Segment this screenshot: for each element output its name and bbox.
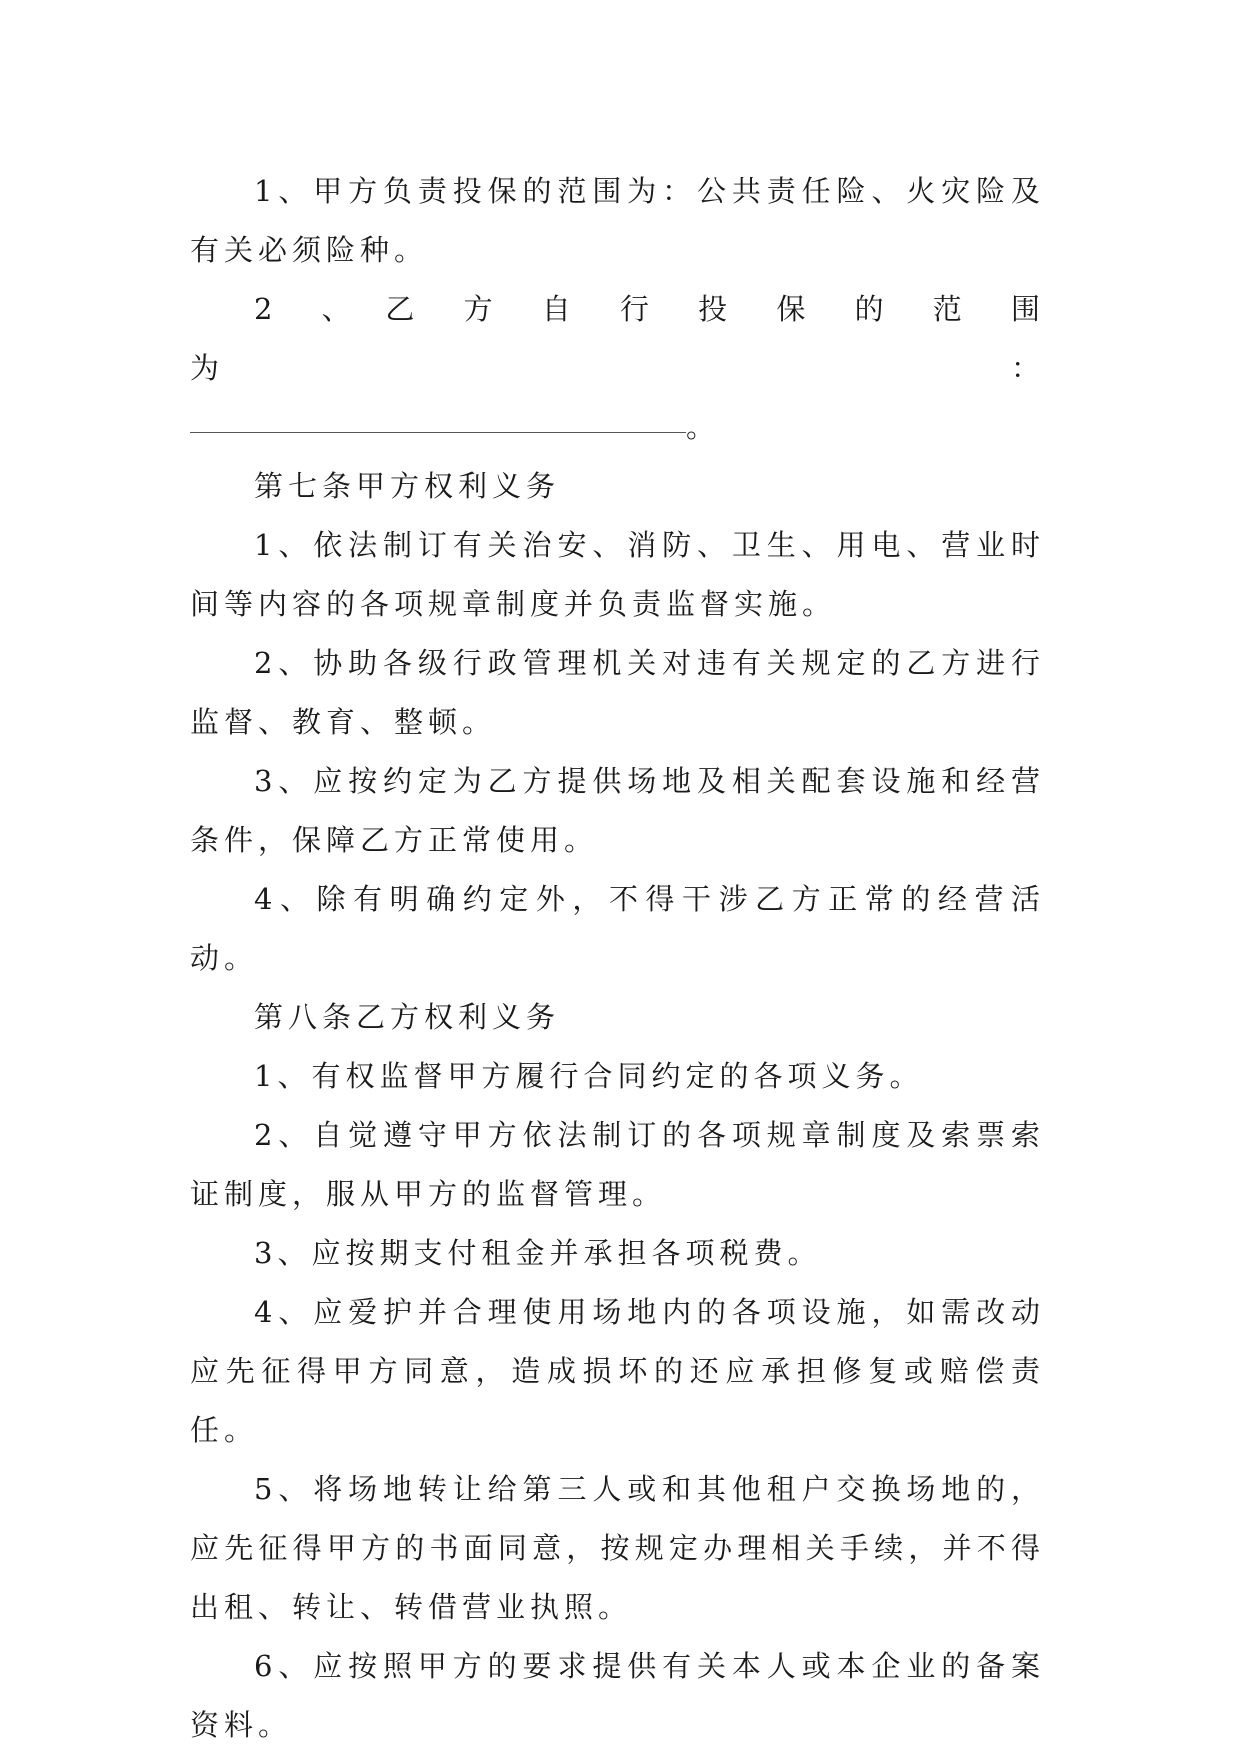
- blank-line-period: 。: [686, 410, 721, 444]
- paragraph-article-7-item-2: 2、协助各级行政管理机关对违有关规定的乙方进行监督、教育、整顿。: [190, 646, 1045, 739]
- paragraph-article-7-item-4: 4、除有明确约定外，不得干涉乙方正常的经营活动。: [190, 882, 1045, 975]
- paragraph-insurance-party-a: 1、甲方负责投保的范围为：公共责任险、火灾险及有关必须险种。: [190, 174, 1045, 267]
- paragraph-article-8-item-3: 3、应按期支付租金并承担各项税费。: [254, 1236, 822, 1270]
- paragraph-article-7-item-1: 1、依法制订有关治安、消防、卫生、用电、营业时间等内容的各项规章制度并负责监督实施。: [190, 528, 1045, 621]
- paragraph-article-8-item-2: 2、自觉遵守甲方依法制订的各项规章制度及索票索证制度，服从甲方的监督管理。: [190, 1118, 1045, 1211]
- blank-fill-line: [190, 398, 1045, 457]
- paragraph-insurance-party-b: 2 、 乙 方 自 行 投 保 的 范 围 为 ：: [190, 292, 1080, 385]
- paragraph-article-8-item-5: 5、将场地转让给第三人或和其他租户交换场地的，应先征得甲方的书面同意，按规定办理相关手续，并不得出租、转让、转借营业执照。: [190, 1472, 1045, 1624]
- paragraph-article-8-item-6: 6、应按照甲方的要求提供有关本人或本企业的备案资料。: [190, 1649, 1045, 1742]
- section-heading-article-8: 第八条乙方权利义务: [254, 1000, 561, 1034]
- paragraph-article-7-item-3: 3、应按约定为乙方提供场地及相关配套设施和经营条件，保障乙方正常使用。: [190, 764, 1045, 857]
- paragraph-article-8-item-1: 1、有权监督甲方履行合同约定的各项义务。: [254, 1059, 924, 1093]
- paragraph-article-8-item-4: 4、应爱护并合理使用场地内的各项设施，如需改动应先征得甲方同意，造成损坏的还应承担修复或赔偿责任。: [190, 1295, 1045, 1447]
- section-heading-article-7: 第七条甲方权利义务: [254, 469, 561, 503]
- blank-underline: [190, 431, 686, 433]
- document-body: [190, 162, 1080, 1755]
